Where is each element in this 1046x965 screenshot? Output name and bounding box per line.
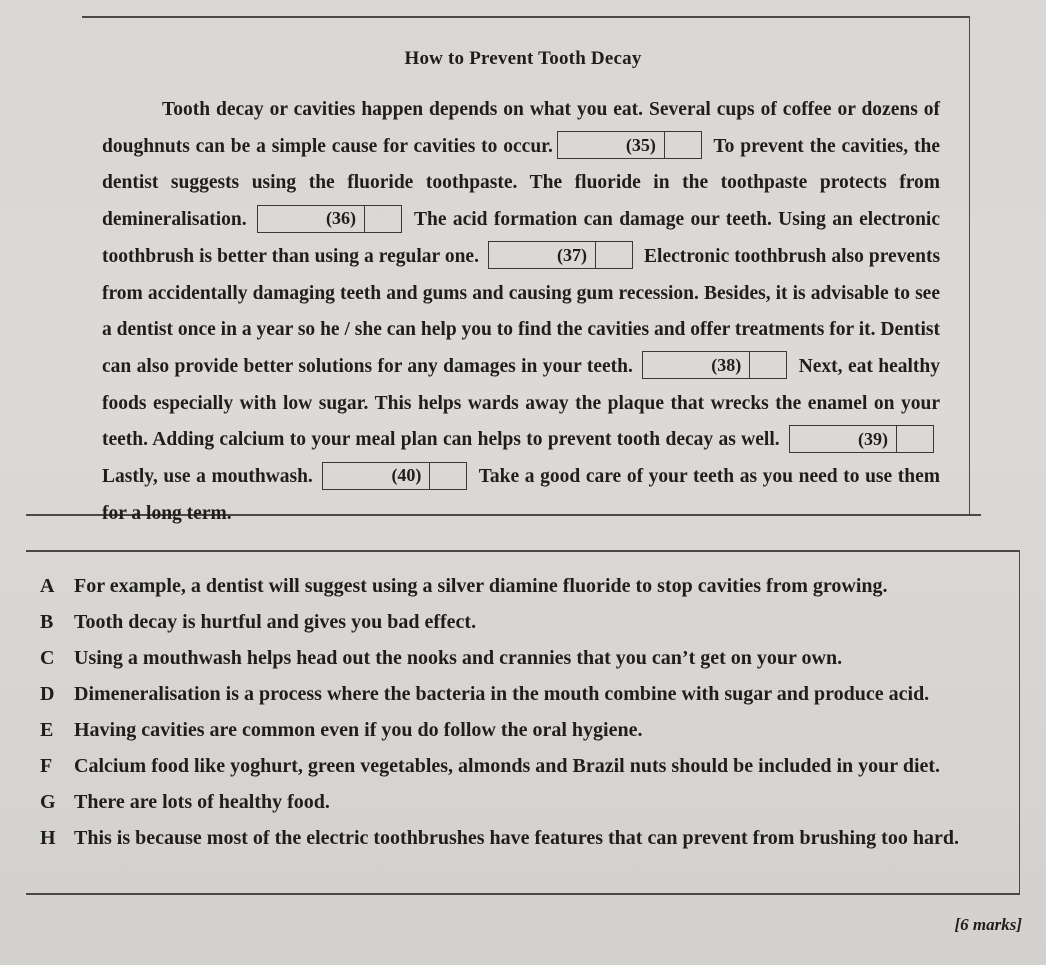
passage-segment: Lastly, use a mouthwash. — [102, 466, 313, 488]
option-g — [40, 784, 1010, 820]
answer-blank-38[interactable]: (38) — [642, 351, 787, 379]
option-d — [40, 676, 1010, 712]
option-h — [40, 820, 1010, 856]
option-text: Having cavities are common even if you do follow the oral hygiene. — [74, 719, 643, 741]
option-text: Dimeneralisation is a process where the bacteria in the mouth combine with sugar and produce acid. — [74, 683, 930, 705]
passage-segment: Electronic toothbrush also prevents from accidentally damaging teeth and gums and causing gum recession. Besides, it is advisable to see a dentist once in a year so he / she can help you to find the cavities and offer treatments for it. Dentist can also provide better solutions for any damages in your teeth. — [102, 245, 941, 377]
answer-blank-37[interactable]: (37) — [488, 241, 633, 269]
option-letter: B — [40, 611, 54, 633]
page-edge-scrap — [440, 0, 700, 8]
option-letter: C — [40, 647, 55, 669]
option-letter: E — [40, 719, 54, 741]
option-text: There are lots of healthy food. — [74, 791, 330, 813]
answer-blank-36[interactable]: (36) — [257, 205, 402, 233]
option-f — [40, 748, 1010, 784]
option-b — [40, 604, 1010, 640]
option-text: Calcium food like yoghurt, green vegetables, almonds and Brazil nuts should be included in your diet. — [74, 755, 941, 777]
option-letter: D — [40, 683, 55, 705]
options-list — [40, 568, 1010, 856]
option-text: Using a mouthwash helps head out the nooks and crannies that you can’t get on your own. — [74, 647, 843, 669]
option-c — [40, 640, 1010, 676]
answer-blank-40[interactable]: (40) — [322, 462, 467, 490]
option-text: For example, a dentist will suggest using a silver diamine fluoride to stop cavities from growing. — [74, 575, 888, 597]
passage-segment: The acid formation can damage our teeth. Using an electronic toothbrush is better than using a regular one. — [102, 209, 940, 267]
option-letter: A — [40, 575, 55, 597]
option-a — [40, 568, 1010, 604]
option-text: Tooth decay is hurtful and gives you bad effect. — [74, 611, 477, 633]
option-letter: G — [40, 791, 56, 813]
passage-segment: To prevent the cavities, the dentist suggests using the fluoride toothpaste. The fluoride in the toothpaste protects from demineralisation. — [102, 135, 940, 231]
option-letter: H — [40, 827, 56, 849]
option-letter: F — [40, 755, 53, 777]
marks-label: [6 marks] — [954, 915, 1022, 934]
passage-segment: Next, eat healthy foods especially with low sugar. This helps wards away the plaque that wrecks the enamel on your teeth. Adding calcium to your meal plan can helps to prevent tooth decay as well. — [102, 355, 940, 451]
passage-text — [102, 92, 940, 532]
passage-segment: Take a good care of your teeth as you need to use them for a long term. — [102, 466, 941, 524]
passage-segment: Tooth decay or cavities happen depends on what you eat. Several cups of coffee or dozens of doughnuts can be a simple cause for cavities to occur. — [102, 99, 940, 157]
passage-title: How to Prevent Tooth Decay — [404, 48, 642, 69]
option-text: This is because most of the electric toothbrushes have features that can prevent from brushing too hard. — [74, 827, 959, 849]
answer-blank-39[interactable]: (39) — [789, 425, 934, 453]
answer-blank-35[interactable]: (35) — [557, 131, 702, 159]
option-e — [40, 712, 1010, 748]
